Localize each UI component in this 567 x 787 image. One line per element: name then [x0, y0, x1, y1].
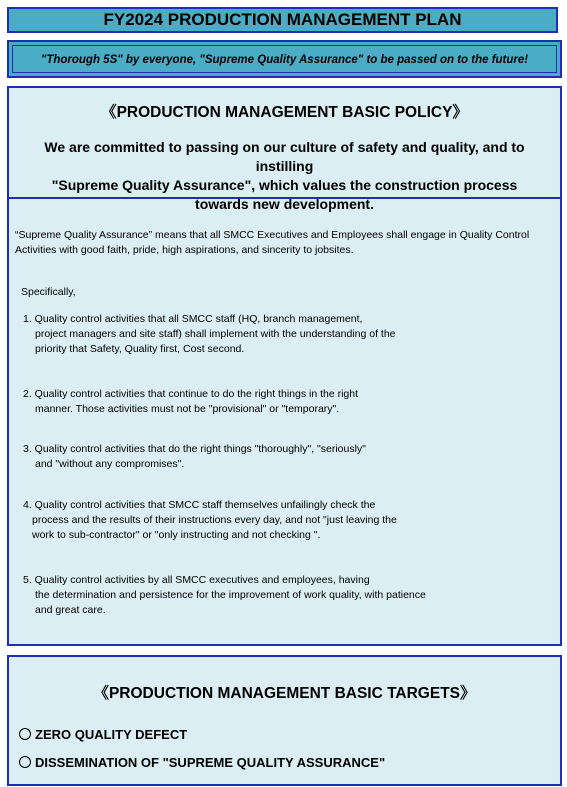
statement-line: "Supreme Quality Assurance", which values the construction process: [51, 177, 518, 193]
item-line: and "without any compromises".: [35, 458, 185, 470]
item-line: 2. Quality control activities that continue to do the right things in the right: [23, 388, 359, 400]
intro-line: “Supreme Quality Assurance” means that all SMCC Executives and Employees shall engage in Quality Control: [15, 229, 530, 241]
item-line: the determination and persistence for the improvement of work quality, with patience: [35, 589, 426, 601]
item-line: manner. Those activities must not be "provisional" or "temporary".: [35, 403, 340, 415]
item-line: work to sub-contractor" or "only instructing and not checking ".: [32, 529, 321, 541]
policy-item-2: [23, 387, 358, 417]
intro-line: Activities with good faith, pride, high aspirations, and sincerity to jobsites.: [15, 244, 354, 256]
item-line: and great care.: [35, 604, 106, 616]
item-line: project managers and site staff) shall implement with the understanding of the: [35, 328, 396, 340]
policy-item-4: [23, 498, 397, 543]
policy-header: [9, 88, 560, 212]
policy-item-1: [23, 312, 396, 357]
specifically-label: Specifically,: [21, 286, 76, 298]
plan-title-bar: [7, 7, 558, 33]
targets-title: 《PRODUCTION MANAGEMENT BASIC TARGETS》: [93, 685, 476, 702]
circle-bullet-icon: [19, 728, 31, 740]
plan-title: FY2024 PRODUCTION MANAGEMENT PLAN: [103, 10, 462, 29]
item-line: 4. Quality control activities that SMCC staff themselves unfailingly check the: [23, 499, 376, 511]
slogan-text: "Thorough 5S" by everyone, "Supreme Quality Assurance" to be passed on to the future!: [12, 45, 557, 73]
slogan-bar: [7, 40, 562, 78]
target-label: DISSEMINATION OF "SUPREME QUALITY ASSURANCE": [35, 755, 386, 770]
policy-intro: [15, 228, 552, 258]
item-line: 1. Quality control activities that all SMCC staff (HQ, branch management,: [23, 313, 363, 325]
target-label: ZERO QUALITY DEFECT: [35, 727, 188, 742]
statement-line: towards new development.: [195, 196, 374, 212]
item-line: priority that Safety, Quality first, Cost second.: [35, 343, 245, 355]
basic-policy-section: [7, 86, 562, 646]
statement-line: We are committed to passing on our culture of safety and quality, and to instilling: [44, 139, 525, 174]
policy-title: 《PRODUCTION MANAGEMENT BASIC POLICY》: [101, 104, 468, 121]
policy-item-3: [23, 442, 366, 472]
policy-statement: [23, 138, 546, 214]
target-item: [19, 727, 187, 742]
item-line: 3. Quality control activities that do the right things "thoroughly", "seriously": [23, 443, 366, 455]
circle-bullet-icon: [19, 756, 31, 768]
basic-targets-section: [7, 655, 562, 786]
item-line: process and the results of their instructions every day, and not "just leaving the: [32, 514, 397, 526]
item-line: 5. Quality control activities by all SMCC executives and employees, having: [23, 574, 370, 586]
policy-item-5: [23, 573, 426, 618]
target-item: [19, 755, 385, 770]
